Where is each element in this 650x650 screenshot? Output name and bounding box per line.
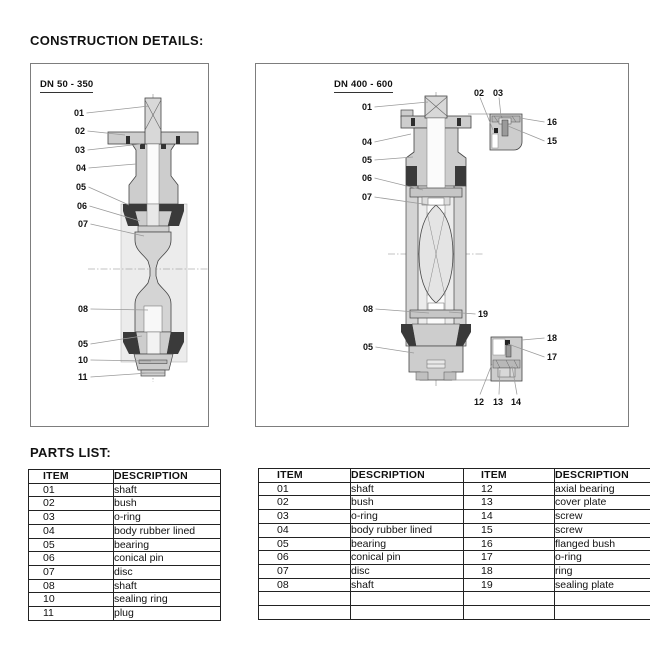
table-header-row xyxy=(259,469,650,483)
callout-label: 11 xyxy=(78,372,88,382)
callout-label: 16 xyxy=(547,117,558,127)
parts-table-dn50-350 xyxy=(28,469,221,621)
callout-label: 19 xyxy=(478,309,489,319)
ring-part xyxy=(506,345,511,357)
item-cell: 04 xyxy=(29,524,114,538)
callout-leader-line xyxy=(375,102,429,107)
description-cell: shaft xyxy=(351,482,464,496)
callout-leader-line xyxy=(375,134,412,142)
bush-mark xyxy=(126,136,130,144)
conical-pin-ring xyxy=(410,188,462,197)
item-cell xyxy=(259,606,351,620)
description-cell xyxy=(555,606,650,620)
callout-label: 08 xyxy=(78,304,89,314)
table-row xyxy=(29,483,221,497)
column-header: ITEM xyxy=(259,469,351,483)
description-cell: ring xyxy=(555,564,650,578)
upper-bearing-part xyxy=(406,166,417,186)
item-cell: 07 xyxy=(29,565,114,579)
item-cell: 15 xyxy=(464,523,555,537)
parts-table-dn400-600 xyxy=(258,468,650,620)
description-cell: flanged bush xyxy=(555,537,650,551)
item-cell: 02 xyxy=(259,496,351,510)
callout-label: 02 xyxy=(75,126,86,136)
description-cell: disc xyxy=(351,564,464,578)
table-row xyxy=(259,537,650,551)
column-header: DESCRIPTION xyxy=(351,469,464,483)
valve-drawing xyxy=(388,92,522,386)
description-cell xyxy=(555,592,650,606)
description-cell: axial bearing xyxy=(555,482,650,496)
callout-label: 08 xyxy=(363,304,374,314)
item-cell xyxy=(259,592,351,606)
item-cell xyxy=(464,592,555,606)
table-row xyxy=(259,592,650,606)
callout-label: 02 xyxy=(474,88,485,98)
callout-leader-line xyxy=(88,144,142,150)
item-cell: 01 xyxy=(259,482,351,496)
callout-leader-line xyxy=(522,338,545,340)
item-cell: 12 xyxy=(464,482,555,496)
item-cell: 08 xyxy=(259,578,351,592)
column-header: ITEM xyxy=(29,470,114,484)
item-cell: 05 xyxy=(29,538,114,552)
dn-range-label: DN 50 - 350 xyxy=(40,79,93,93)
body-wall xyxy=(454,186,466,346)
column-header: ITEM xyxy=(464,469,555,483)
table-row xyxy=(259,551,650,565)
callout-label: 01 xyxy=(74,108,85,118)
description-cell: plug xyxy=(114,607,221,621)
callout-label: 03 xyxy=(75,145,86,155)
o-ring-mark xyxy=(161,144,166,149)
valve-cross-section-dn50-350 xyxy=(31,64,208,426)
bush-mark xyxy=(457,118,461,126)
description-cell: screw xyxy=(555,523,650,537)
description-cell: o-ring xyxy=(351,510,464,524)
callout-leader-line xyxy=(376,347,415,353)
diagram-box-dn400-600 xyxy=(255,63,629,427)
bush-mark xyxy=(411,118,415,126)
description-cell: sealing ring xyxy=(114,593,221,607)
callout-leader-line xyxy=(91,373,149,377)
table-row xyxy=(29,524,221,538)
screw-part xyxy=(502,120,508,136)
upper-bearing-part xyxy=(455,166,466,186)
callout-leader-line xyxy=(89,164,137,168)
table-row xyxy=(29,511,221,525)
item-cell: 08 xyxy=(29,579,114,593)
callout-label: 18 xyxy=(547,333,558,343)
item-cell: 03 xyxy=(29,511,114,525)
description-cell: body rubber lined xyxy=(351,523,464,537)
callout-leader-line xyxy=(499,98,501,117)
table-row xyxy=(29,607,221,621)
table-row xyxy=(29,579,221,593)
callout-label: 05 xyxy=(76,182,87,192)
top-bearing-detail-view xyxy=(468,114,522,150)
description-cell: shaft xyxy=(351,578,464,592)
callout-leader-line xyxy=(480,364,492,395)
callout-label: 12 xyxy=(474,397,485,407)
table-row xyxy=(259,482,650,496)
diagram-box-dn50-350 xyxy=(30,63,209,427)
callout-leader-line xyxy=(520,118,545,122)
item-cell: 17 xyxy=(464,551,555,565)
item-cell: 03 xyxy=(259,510,351,524)
bush-mark xyxy=(176,136,180,144)
callout-label: 05 xyxy=(78,339,89,349)
table-row xyxy=(259,564,650,578)
item-cell: 11 xyxy=(29,607,114,621)
callout-label: 05 xyxy=(362,155,373,165)
callout-leader-line xyxy=(87,106,150,113)
o-ring-mark xyxy=(494,128,498,133)
item-cell: 10 xyxy=(29,593,114,607)
table-row xyxy=(259,606,650,620)
body-wall xyxy=(406,186,418,346)
table-row xyxy=(29,538,221,552)
description-cell: o-ring xyxy=(555,551,650,565)
description-cell: bearing xyxy=(114,538,221,552)
callout-label: 01 xyxy=(362,102,373,112)
valve-cross-section-dn400-600 xyxy=(256,64,628,426)
table-row xyxy=(259,510,650,524)
description-cell: bearing xyxy=(351,537,464,551)
callout-label: 14 xyxy=(511,397,522,407)
callout-label: 07 xyxy=(78,219,89,229)
description-cell: bush xyxy=(114,497,221,511)
description-cell: shaft xyxy=(114,579,221,593)
item-cell: 14 xyxy=(464,510,555,524)
item-cell: 01 xyxy=(29,483,114,497)
table-row xyxy=(29,565,221,579)
shaft-part xyxy=(425,96,447,118)
callout-label: 04 xyxy=(76,163,87,173)
description-cell: bush xyxy=(351,496,464,510)
description-cell: body rubber lined xyxy=(114,524,221,538)
table-header-row xyxy=(29,470,221,484)
packing-ring xyxy=(138,226,169,232)
table-row xyxy=(29,552,221,566)
parts-list-title: PARTS LIST: xyxy=(30,445,112,460)
table-row xyxy=(259,578,650,592)
item-cell: 07 xyxy=(259,564,351,578)
item-cell: 13 xyxy=(464,496,555,510)
table-row xyxy=(259,496,650,510)
callout-label: 03 xyxy=(493,88,504,98)
description-cell: disc xyxy=(114,565,221,579)
valve-drawing xyxy=(88,94,208,382)
description-cell: conical pin xyxy=(114,552,221,566)
description-cell: sealing plate xyxy=(555,578,650,592)
description-cell: shaft xyxy=(114,483,221,497)
column-header: DESCRIPTION xyxy=(555,469,650,483)
callout-label: 13 xyxy=(493,397,504,407)
description-cell: screw xyxy=(555,510,650,524)
callout-label: 10 xyxy=(78,355,89,365)
description-cell xyxy=(351,606,464,620)
table-row xyxy=(259,523,650,537)
dn-range-label: DN 400 - 600 xyxy=(334,79,393,93)
item-cell: 06 xyxy=(259,551,351,565)
table-row xyxy=(29,497,221,511)
description-cell xyxy=(351,592,464,606)
callout-label: 15 xyxy=(547,136,558,146)
callout-label: 06 xyxy=(362,173,373,183)
callout-label: 04 xyxy=(362,137,373,147)
callout-label: 06 xyxy=(77,201,88,211)
callout-leader-line xyxy=(89,187,130,205)
item-cell: 16 xyxy=(464,537,555,551)
callout-label: 17 xyxy=(547,352,558,362)
item-cell: 02 xyxy=(29,497,114,511)
sealing-plate-part xyxy=(410,310,462,318)
description-cell: cover plate xyxy=(555,496,650,510)
description-cell: o-ring xyxy=(114,511,221,525)
column-header: DESCRIPTION xyxy=(114,470,221,484)
item-cell: 05 xyxy=(259,537,351,551)
item-cell: 18 xyxy=(464,564,555,578)
item-cell: 06 xyxy=(29,552,114,566)
description-cell: conical pin xyxy=(351,551,464,565)
callout-label: 07 xyxy=(362,192,373,202)
table-row xyxy=(29,593,221,607)
callout-label: 05 xyxy=(363,342,374,352)
item-cell xyxy=(464,606,555,620)
construction-details-title: CONSTRUCTION DETAILS: xyxy=(30,33,204,48)
item-cell: 04 xyxy=(259,523,351,537)
stem-bore xyxy=(147,144,159,204)
o-ring-mark xyxy=(140,144,145,149)
item-cell: 19 xyxy=(464,578,555,592)
